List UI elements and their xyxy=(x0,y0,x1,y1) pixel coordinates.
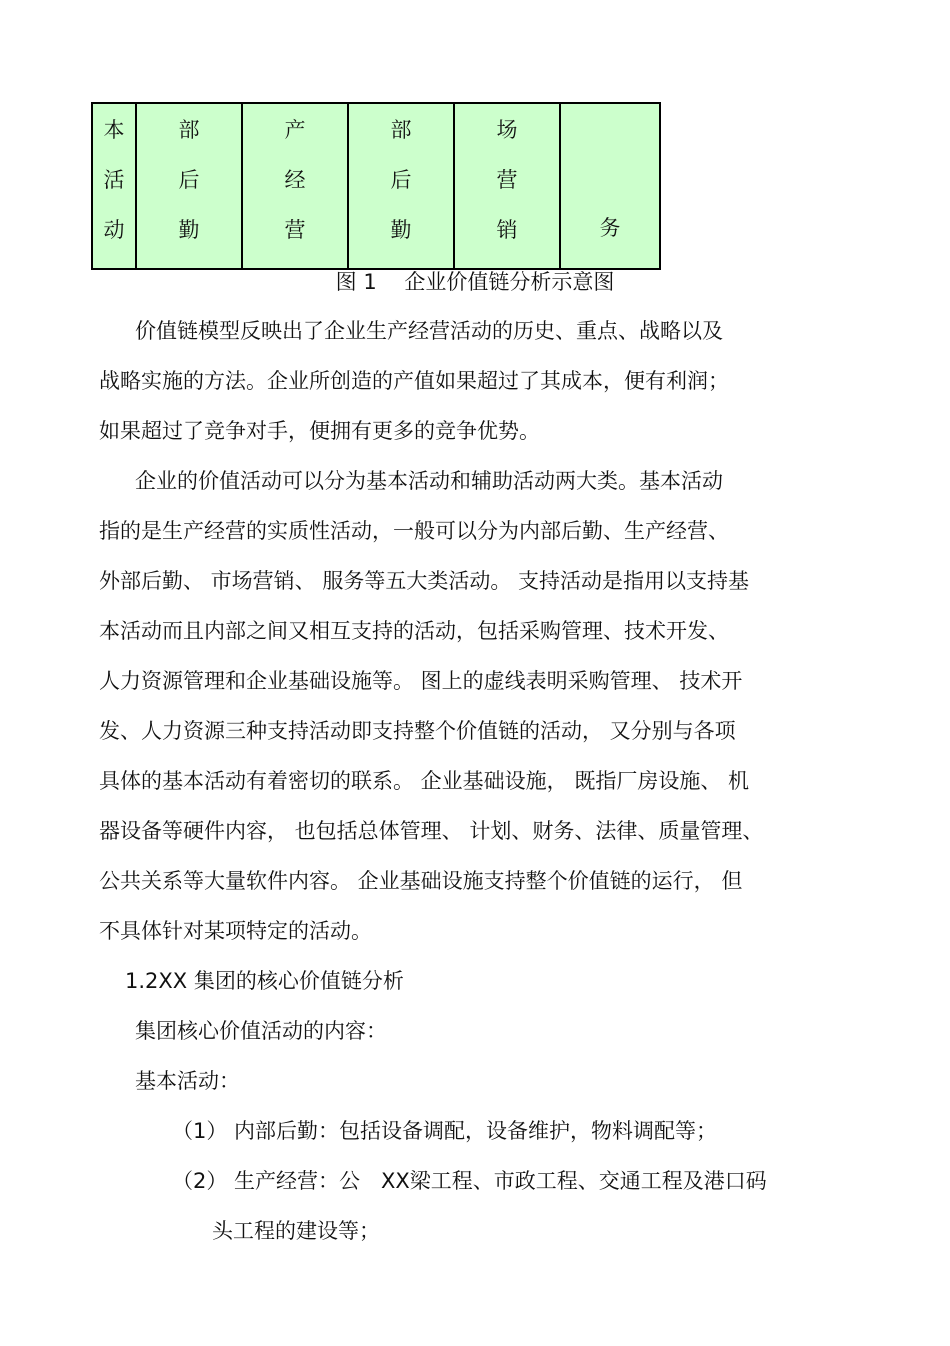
cell-char: 营 xyxy=(284,218,306,242)
table-cell-col-0 xyxy=(92,103,136,269)
paragraph-line: 发、人力资源三种支持活动即支持整个价值链的活动， 又分别与各项 xyxy=(99,719,736,743)
paragraph-line: 基本活动： xyxy=(135,1069,240,1093)
list-item-continuation: 头工程的建设等； xyxy=(212,1219,380,1243)
paragraph-line: 器设备等硬件内容， 也包括总体管理、 计划、财务、法律、质量管理、 xyxy=(99,819,764,843)
paragraph-line: 本活动而且内部之间又相互支持的活动，包括采购管理、技术开发、 xyxy=(99,619,729,643)
paragraph-line: 不具体针对某项特定的活动。 xyxy=(99,919,372,943)
table-cell-col-5 xyxy=(560,103,660,269)
cell-char: 务 xyxy=(599,216,621,240)
paragraph-line: 价值链模型反映出了企业生产经营活动的历史、重点、战略以及 xyxy=(135,319,723,343)
cell-char: 勤 xyxy=(178,218,200,242)
paragraph-line: 公共关系等大量软件内容。 企业基础设施支持整个价值链的运行， 但 xyxy=(99,869,743,893)
list-item: （1） 内部后勤：包括设备调配，设备维护，物料调配等； xyxy=(172,1119,718,1143)
cell-char: 部 xyxy=(178,118,200,142)
cell-char: 活 xyxy=(103,168,125,192)
cell-char: 本 xyxy=(103,118,125,142)
cell-char: 销 xyxy=(496,218,518,242)
figure-caption: 图 1 企业价值链分析示意图 xyxy=(335,270,615,294)
paragraph-line: 集团核心价值活动的内容： xyxy=(135,1019,387,1043)
paragraph-line: 如果超过了竞争对手，便拥有更多的竞争优势。 xyxy=(99,419,540,443)
list-item: （2） 生产经营：公 XX梁工程、市政工程、交通工程及港口码 xyxy=(172,1169,767,1193)
table-cell-col-4 xyxy=(454,103,560,269)
table-cell-col-1 xyxy=(136,103,242,269)
table-cell-col-3 xyxy=(348,103,454,269)
cell-char: 动 xyxy=(103,218,125,242)
cell-char: 后 xyxy=(390,168,412,192)
cell-char: 后 xyxy=(178,168,200,192)
paragraph-line: 企业的价值活动可以分为基本活动和辅助活动两大类。基本活动 xyxy=(135,469,723,493)
table-cell-col-2 xyxy=(242,103,348,269)
paragraph-line: 指的是生产经营的实质性活动，一般可以分为内部后勤、生产经营、 xyxy=(99,519,729,543)
cell-char: 场 xyxy=(496,118,518,142)
cell-char: 勤 xyxy=(390,218,412,242)
cell-char: 产 xyxy=(284,118,306,142)
value-chain-table xyxy=(91,102,661,270)
paragraph-line: 人力资源管理和企业基础设施等。 图上的虚线表明采购管理、 技术开 xyxy=(99,669,743,693)
paragraph-line: 战略实施的方法。企业所创造的产值如果超过了其成本，便有利润； xyxy=(99,369,729,393)
paragraph-line: 具体的基本活动有着密切的联系。 企业基础设施， 既指厂房设施、 机 xyxy=(99,769,750,793)
section-heading: 1.2XX 集团的核心价值链分析 xyxy=(125,969,404,993)
cell-char: 经 xyxy=(284,168,306,192)
paragraph-line: 外部后勤、 市场营销、 服务等五大类活动。 支持活动是指用以支持基 xyxy=(99,569,750,593)
cell-char: 部 xyxy=(390,118,412,142)
cell-char: 营 xyxy=(496,168,518,192)
